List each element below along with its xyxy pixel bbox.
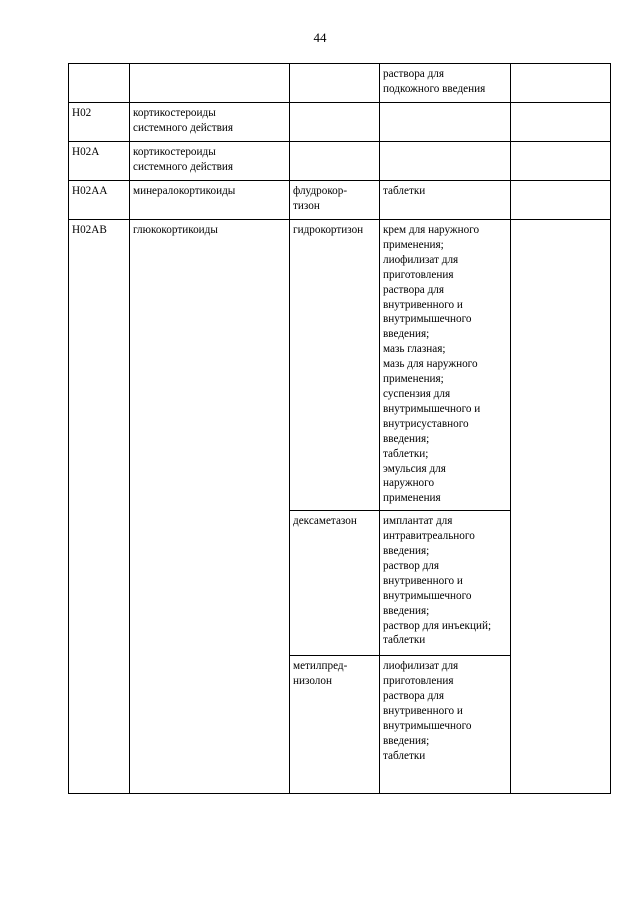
atc-code-cell: H02AB <box>69 220 130 794</box>
atc-code-cell: H02AA <box>69 181 130 220</box>
dosage-form-cell <box>380 142 511 181</box>
extra-cell <box>511 142 611 181</box>
atc-code-cell: H02A <box>69 142 130 181</box>
atc-code-cell <box>69 64 130 103</box>
substance-cell: метилпред- низолон <box>290 656 380 794</box>
dosage-form-cell: раствора для подкожного введения <box>380 64 511 103</box>
group-cell: глюкокортикоиды <box>130 220 290 794</box>
atc-code-cell: H02 <box>69 103 130 142</box>
extra-cell <box>511 64 611 103</box>
table-row <box>69 181 611 220</box>
group-cell <box>130 64 290 103</box>
table-row <box>69 220 611 511</box>
substance-cell <box>290 142 380 181</box>
substance-cell: гидрокортизон <box>290 220 380 511</box>
dosage-form-cell: таблетки <box>380 181 511 220</box>
substance-cell: дексаметазон <box>290 511 380 656</box>
dosage-form-cell: имплантат для интравитреального введения; раствор для внутривенного и внутримышечного введения; раствор для инъекций; таблетки <box>380 511 511 656</box>
extra-cell <box>511 220 611 794</box>
dosage-form-cell: лиофилизат для приготовления раствора для внутривенного и внутримышечного введения; таблетки <box>380 656 511 794</box>
table-row <box>69 142 611 181</box>
extra-cell <box>511 181 611 220</box>
dosage-form-cell: крем для наружного применения; лиофилизат для приготовления раствора для внутривенного и внутримышечного введения; мазь глазная; мазь для наружного применения; суспензия для внутримышечного и внутрисуставного введения; таблетки; эмульсия для наружного применения <box>380 220 511 511</box>
drug-table <box>68 63 611 794</box>
group-cell: минералокортикоиды <box>130 181 290 220</box>
dosage-form-cell <box>380 103 511 142</box>
substance-cell <box>290 103 380 142</box>
substance-cell: флудрокор- тизон <box>290 181 380 220</box>
table-row <box>69 64 611 103</box>
table-row <box>69 103 611 142</box>
group-cell: кортикостероиды системного действия <box>130 142 290 181</box>
group-cell: кортикостероиды системного действия <box>130 103 290 142</box>
extra-cell <box>511 103 611 142</box>
substance-cell <box>290 64 380 103</box>
page-number: 44 <box>313 30 327 45</box>
